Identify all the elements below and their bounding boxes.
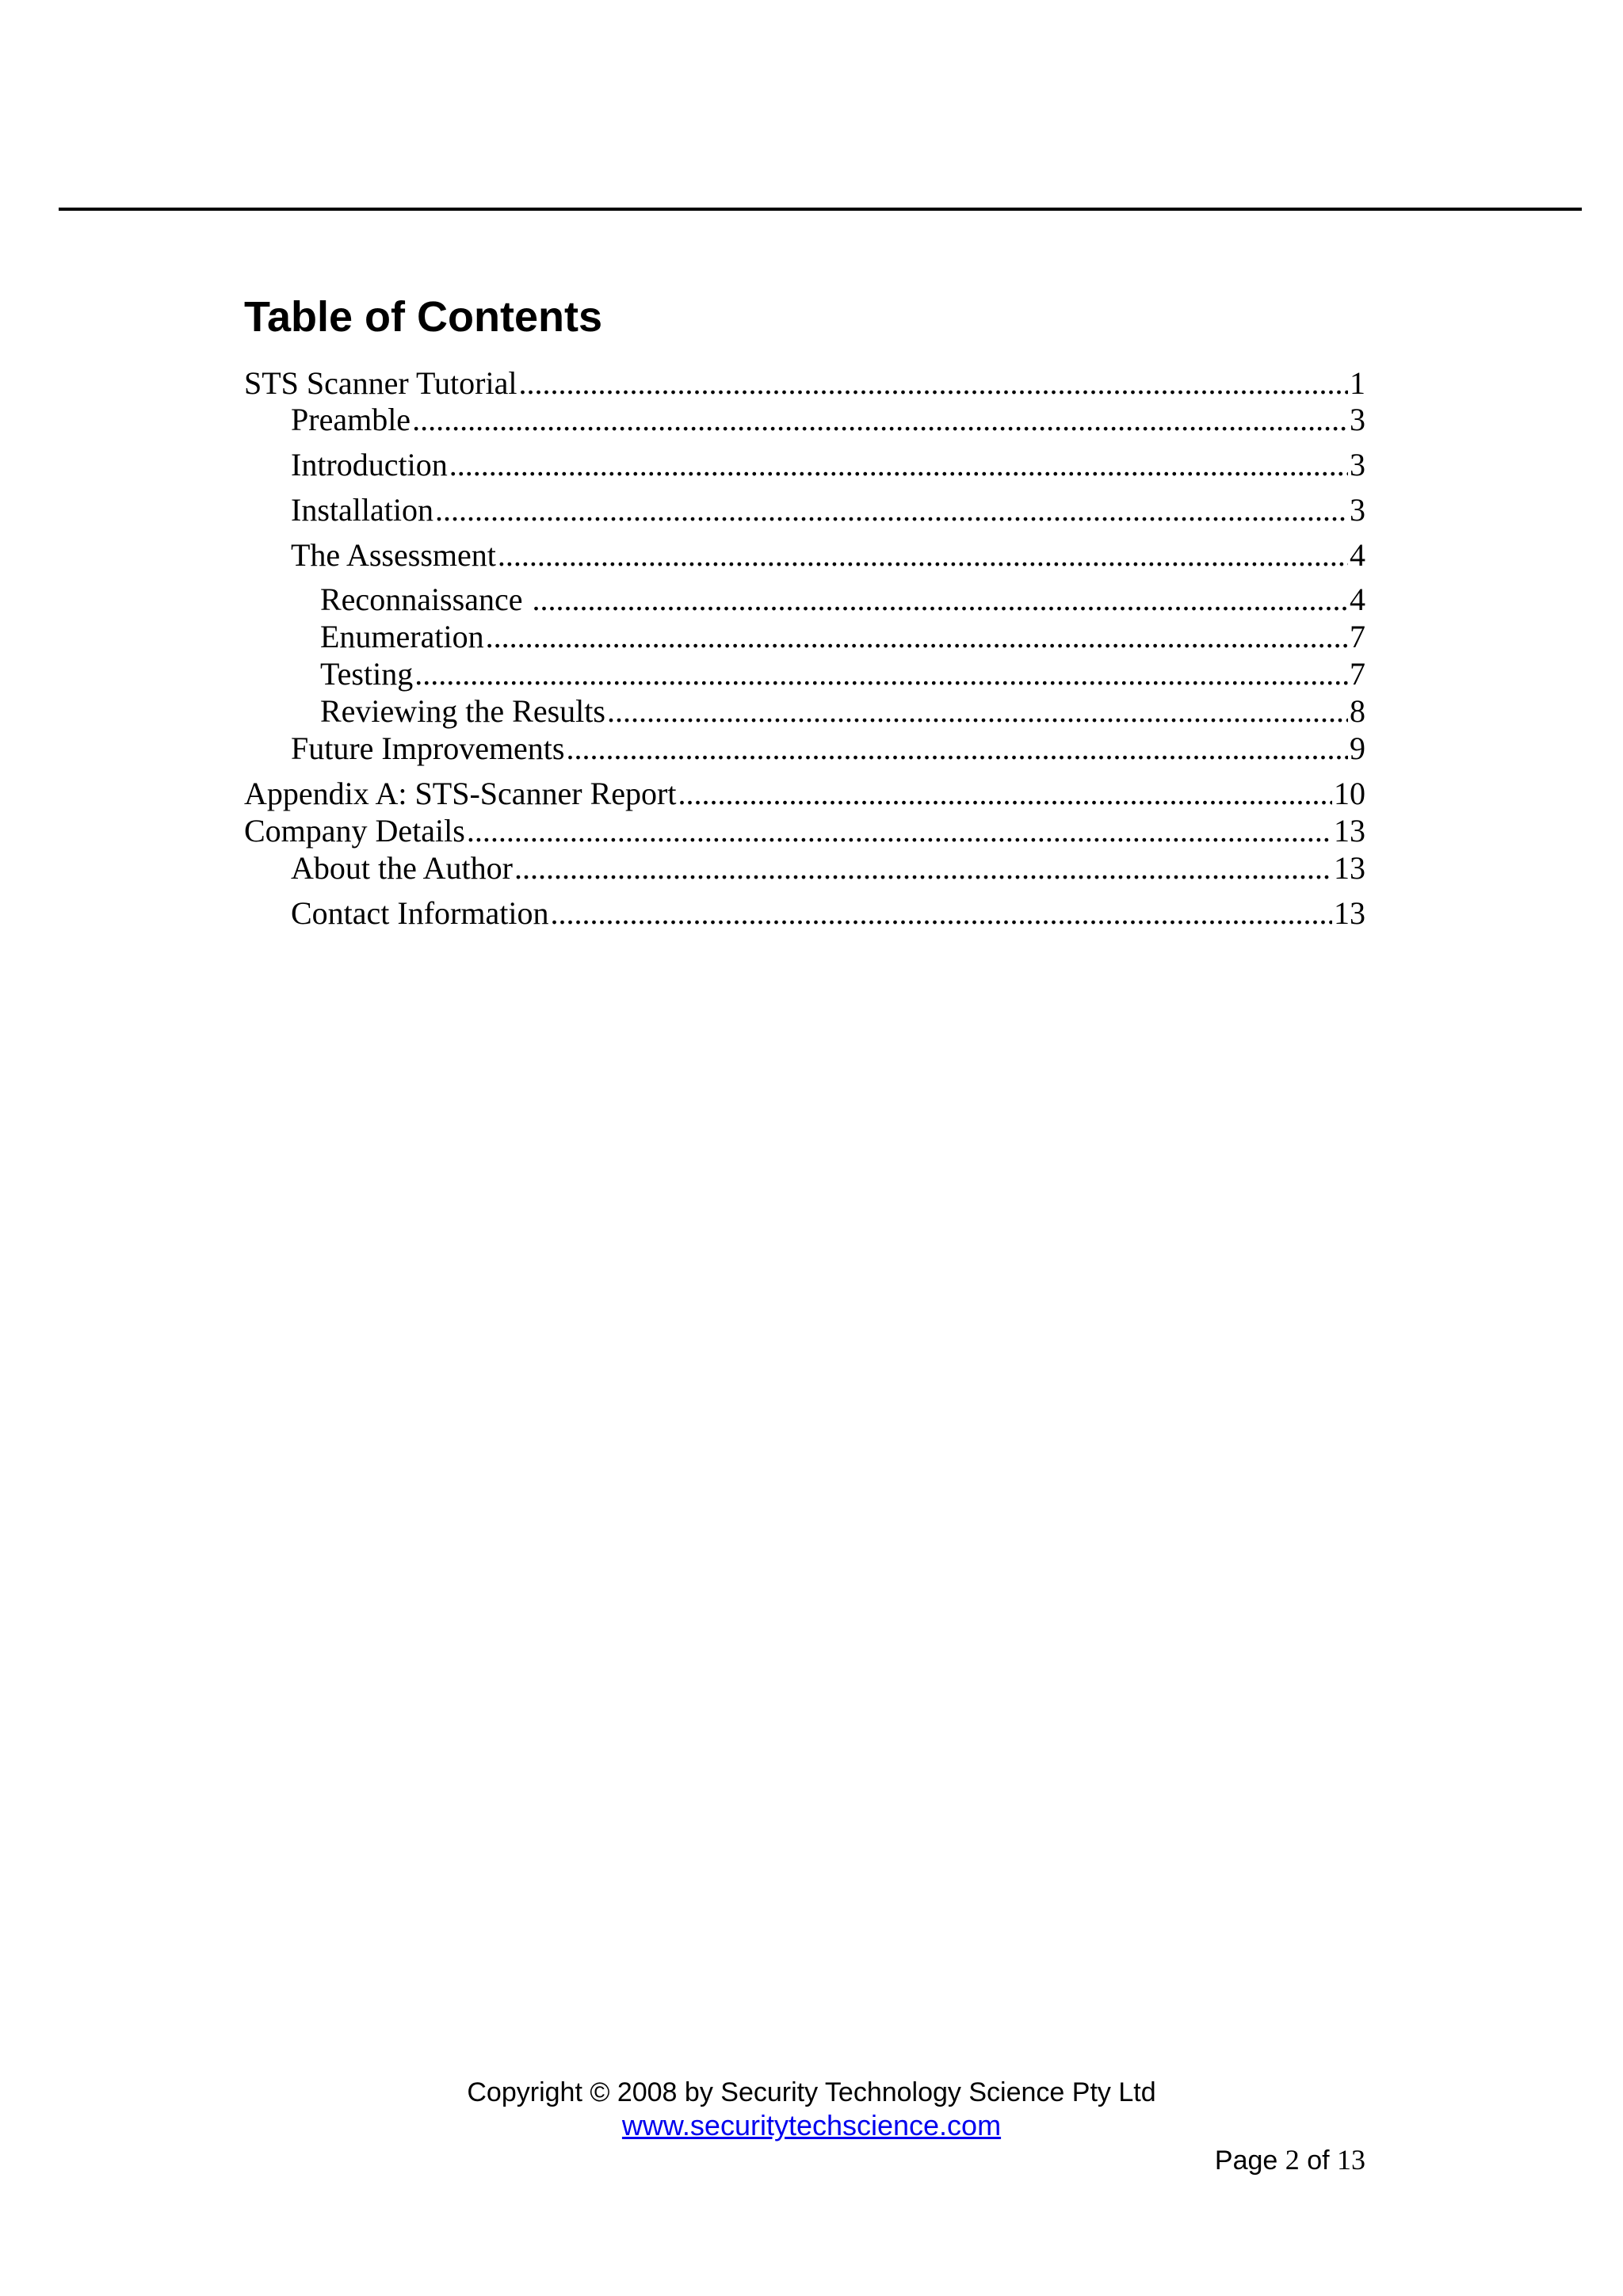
dot-leader [514, 849, 1332, 887]
dot-leader [449, 446, 1348, 484]
toc-entry-page: 1 [1350, 365, 1365, 401]
page-prefix: Page [1214, 2145, 1285, 2176]
page-total: 13 [1337, 2144, 1365, 2176]
page-footer [0, 2076, 1623, 2143]
toc-entry-preamble[interactable] [291, 401, 1365, 439]
dot-leader [414, 655, 1348, 693]
toc-entry-label: Future Improvements [291, 730, 565, 766]
dot-leader [486, 618, 1348, 656]
toc-entry-label: Installation [291, 492, 433, 528]
toc-title: Table of Contents [244, 293, 602, 341]
dot-leader [532, 581, 1348, 619]
toc-entry-label: Contact Information [291, 895, 549, 931]
toc-entry-appendix-a[interactable] [244, 775, 1365, 813]
toc-entry-label: About the Author [291, 850, 513, 886]
toc-entry-label: The Assessment [291, 537, 496, 573]
toc-entry-page: 3 [1350, 402, 1365, 437]
toc-entry-page: 13 [1334, 895, 1365, 931]
toc-entry-label: Reviewing the Results [320, 693, 605, 729]
header-rule [59, 208, 1582, 211]
toc-entry-page: 3 [1350, 492, 1365, 528]
toc-entry-page: 10 [1334, 776, 1365, 811]
toc-entry-page: 7 [1350, 656, 1365, 692]
toc-entry-installation[interactable] [291, 491, 1365, 529]
toc-entry-label: Testing [320, 656, 414, 692]
toc-entry-page: 4 [1350, 537, 1365, 573]
toc-entry-label: Appendix A: STS-Scanner Report [244, 776, 677, 811]
dot-leader [607, 692, 1348, 730]
toc-entry-the-assessment[interactable] [291, 536, 1365, 574]
dot-leader [412, 401, 1348, 439]
toc-entry-page: 9 [1350, 730, 1365, 766]
toc-entry-label: Company Details [244, 813, 465, 849]
toc-entry-company-details[interactable] [244, 812, 1365, 850]
toc-entry-contact-information[interactable] [291, 894, 1365, 933]
page-current: 2 [1285, 2144, 1300, 2176]
toc-entry-about-the-author[interactable] [291, 849, 1365, 887]
toc-entry-reconnaissance[interactable] [320, 581, 1365, 619]
toc-entry-future-improvements[interactable] [291, 730, 1365, 768]
dot-leader [678, 775, 1333, 813]
dot-leader [467, 812, 1332, 850]
toc-entry-testing[interactable] [320, 655, 1365, 693]
copyright-notice: Copyright © 2008 by Security Technology Science Pty Ltd [467, 2077, 1156, 2107]
toc-entry-introduction[interactable] [291, 446, 1365, 484]
toc-entry-page: 8 [1350, 693, 1365, 729]
website-link[interactable]: www.securitytechscience.com [621, 2109, 1002, 2142]
dot-leader [550, 894, 1332, 933]
dot-leader [567, 730, 1349, 768]
toc-entry-enumeration[interactable] [320, 618, 1365, 656]
page-number [1215, 2142, 1365, 2178]
toc-entry-page: 13 [1334, 850, 1365, 886]
toc-entry-reviewing-the-results[interactable] [320, 692, 1365, 730]
page-of: of [1299, 2145, 1337, 2176]
dot-leader [518, 364, 1348, 402]
toc-entry-label: Preamble [291, 402, 411, 437]
toc-entry-sts-scanner-tutorial[interactable] [244, 364, 1365, 402]
dot-leader [498, 536, 1348, 574]
toc-entry-label: Reconnaissance [320, 582, 531, 617]
toc-entry-label: Introduction [291, 447, 448, 482]
toc-entry-page: 3 [1350, 447, 1365, 482]
dot-leader [435, 491, 1348, 529]
toc-entry-label: STS Scanner Tutorial [244, 365, 517, 401]
toc-entry-page: 7 [1350, 619, 1365, 654]
toc-entry-page: 4 [1350, 582, 1365, 617]
toc-entry-label: Enumeration [320, 619, 484, 654]
toc-entry-page: 13 [1334, 813, 1365, 849]
